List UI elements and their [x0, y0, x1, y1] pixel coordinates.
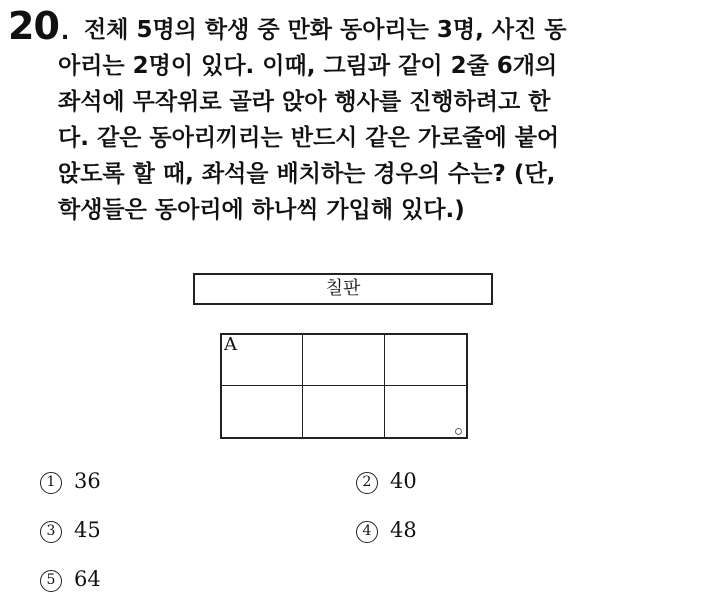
- question-line: 앉도록 할 때, 좌석을 배치하는 경우의 수는? (단,: [58, 161, 556, 187]
- seat-grid: [220, 333, 468, 439]
- choice-1[interactable]: [40, 467, 101, 495]
- question-number-text: 20: [8, 4, 59, 48]
- choice-value: 40: [390, 469, 417, 493]
- choice-2[interactable]: [356, 467, 417, 495]
- choice-value: 48: [390, 518, 417, 542]
- circle-mark-icon: [455, 428, 462, 435]
- choice-3[interactable]: [40, 516, 101, 544]
- seat-cell: [222, 335, 303, 386]
- question-text: [58, 12, 678, 228]
- question-line: 아리는 2명이 있다. 이때, 그림과 같이 2줄 6개의: [58, 53, 558, 79]
- seat-cell: [303, 335, 384, 386]
- seat-cell: [385, 335, 466, 386]
- circled-number-icon: 3: [40, 521, 62, 543]
- choice-value: 64: [74, 567, 101, 591]
- circled-number-icon: 2: [356, 472, 378, 494]
- seat-cell: [385, 386, 466, 437]
- choice-value: 36: [74, 469, 101, 493]
- choice-value: 45: [74, 518, 101, 542]
- question-line: 학생들은 동아리에 하나씩 가입해 있다.): [58, 197, 465, 223]
- blackboard: [193, 273, 493, 305]
- seat-cell: [222, 386, 303, 437]
- blackboard-label: 칠판: [325, 278, 361, 299]
- choice-5[interactable]: [40, 565, 101, 593]
- seat-cell: [303, 386, 384, 437]
- circled-number-icon: 4: [356, 521, 378, 543]
- question-number-dot: .: [60, 20, 69, 45]
- circled-number-icon: 1: [40, 472, 62, 494]
- choice-4[interactable]: [356, 516, 417, 544]
- question-line: 다. 같은 동아리끼리는 반드시 같은 가로줄에 붙어: [58, 125, 560, 151]
- circled-number-icon: 5: [40, 570, 62, 592]
- seat-label: A: [224, 334, 237, 355]
- question-line: 전체 5명의 학생 중 만화 동아리는 3명, 사진 동: [84, 17, 567, 43]
- question-line: 좌석에 무작위로 골라 앉아 행사를 진행하려고 한: [58, 89, 551, 115]
